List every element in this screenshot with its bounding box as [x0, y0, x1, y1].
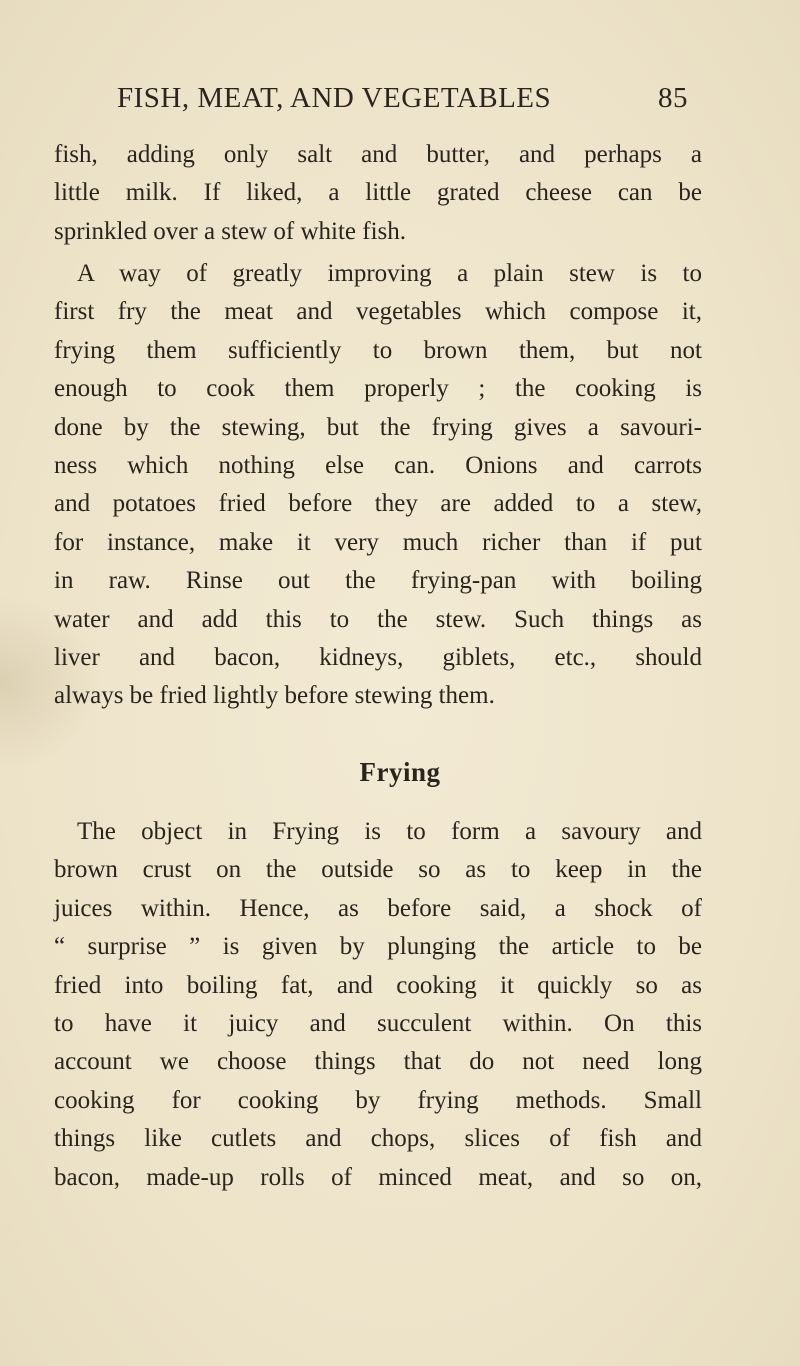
- page-number: 85: [658, 82, 688, 114]
- text-line: sprinkled over a stew of white fish.: [54, 217, 407, 245]
- text-line: first fry the meat and vegetables which compose it,: [54, 298, 702, 326]
- section-heading: Frying: [359, 757, 441, 787]
- text-line: always be fried lightly before stewing them.: [54, 682, 495, 710]
- text-line: enough to cook them properly ; the cooking is: [54, 375, 702, 403]
- text-line: for instance, make it very much richer than if put: [54, 528, 702, 556]
- running-head: [0, 82, 800, 122]
- paragraph-continuation: [54, 136, 702, 251]
- text-line: brown crust on the outside so as to keep in the: [54, 856, 702, 884]
- text-line: little milk. If liked, a little grated cheese can be: [54, 179, 702, 207]
- text-line: water and add this to the stew. Such things as: [54, 605, 702, 633]
- text-line: “ surprise ” is given by plunging the article to be: [54, 933, 702, 961]
- text-line: fish, adding only salt and butter, and perhaps a: [54, 141, 702, 168]
- text-line: The object in Frying is to form a savoury and: [77, 818, 702, 845]
- text-line: to have it juicy and succulent within. On this: [54, 1009, 702, 1037]
- paragraph-frying: [54, 813, 702, 1197]
- text-line: frying them sufficiently to brown them, but not: [54, 336, 702, 364]
- text-line: liver and bacon, kidneys, giblets, etc., should: [54, 643, 702, 671]
- text-line: fried into boiling fat, and cooking it quickly so as: [54, 971, 702, 999]
- running-head-title: FISH, MEAT, AND VEGETABLES: [117, 82, 552, 114]
- text-line: things like cutlets and chops, slices of fish and: [54, 1125, 702, 1153]
- text-line: and potatoes fried before they are added to a stew,: [54, 490, 702, 518]
- text-line: cooking for cooking by frying methods. Small: [54, 1086, 702, 1114]
- text-line: ness which nothing else can. Onions and carrots: [54, 451, 702, 479]
- text-line: in raw. Rinse out the frying-pan with boiling: [54, 567, 702, 595]
- text-line: done by the stewing, but the frying gives a savouri-: [54, 413, 702, 441]
- text-line: account we choose things that do not need long: [54, 1048, 702, 1076]
- paragraph-stew: [54, 255, 702, 716]
- text-line: bacon, made-up rolls of minced meat, and so on,: [54, 1163, 702, 1191]
- text-line: juices within. Hence, as before said, a shock of: [54, 894, 702, 922]
- text-line: A way of greatly improving a plain stew is to: [77, 260, 702, 287]
